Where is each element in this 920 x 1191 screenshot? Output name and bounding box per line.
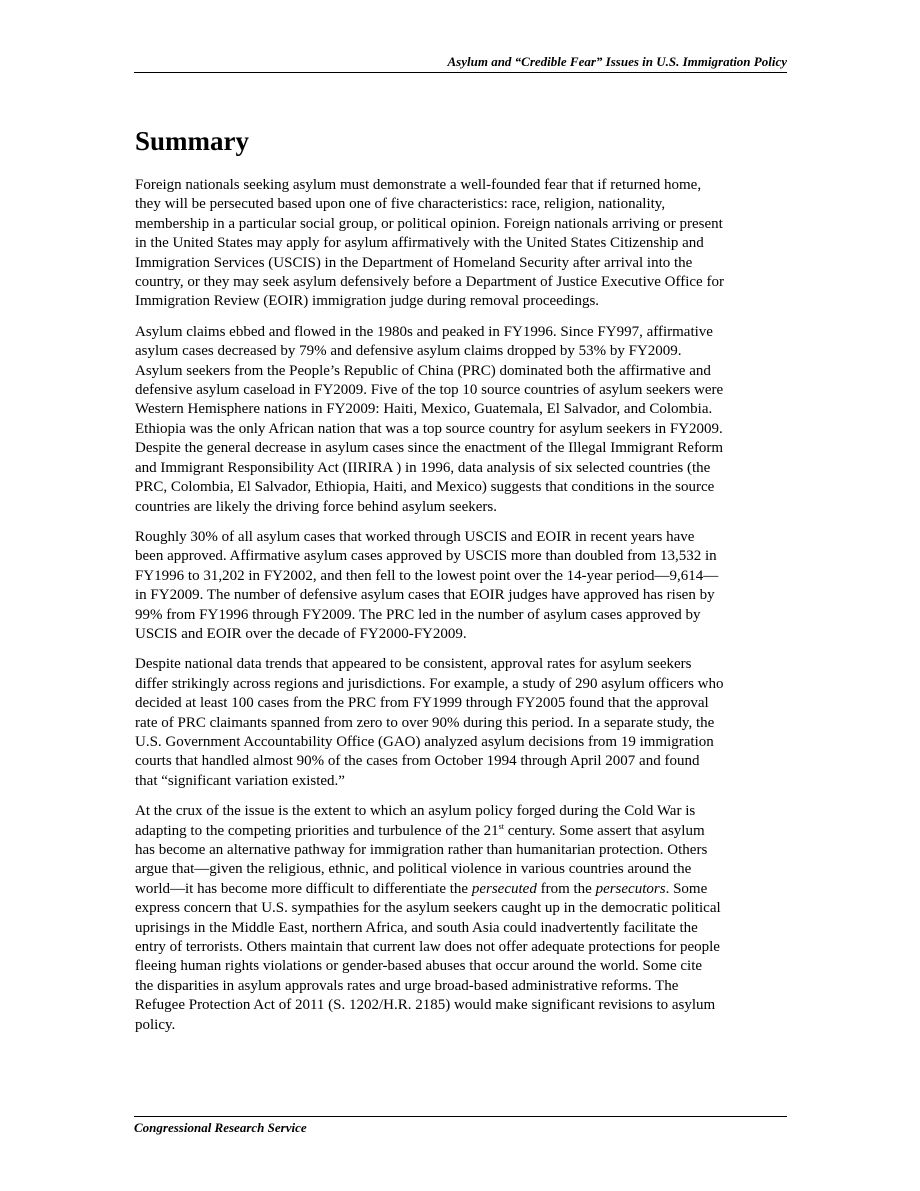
text-run: world—it has become more difficult to differentiate the — [135, 880, 472, 897]
text-line: and Immigrant Responsibility Act (IIRIRA ) in 1996, data analysis of six selected countries (the — [135, 459, 711, 476]
text-run: . Some — [665, 880, 708, 897]
page-title: Summary — [135, 126, 249, 156]
text-line: Asylum claims ebbed and flowed in the 1980s and peaked in FY1996. Since FY997, affirmative — [135, 323, 713, 340]
text-line: asylum cases decreased by 79% and defensive asylum claims dropped by 53% by FY2009. — [135, 343, 682, 360]
paragraph-4 — [135, 655, 787, 791]
text-run: adapting to the competing priorities and turbulence of the 21 — [135, 822, 499, 839]
text-line: FY1996 to 31,202 in FY2002, and then fell to the lowest point over the 14-year period—9,614— — [135, 567, 719, 584]
text-line: Immigration Services (USCIS) in the Department of Homeland Security after arrival into the — [135, 254, 693, 271]
text-line: At the crux of the issue is the extent to which an asylum policy forged during the Cold War is — [135, 803, 696, 820]
text-line: country, or they may seek asylum defensively before a Department of Justice Executive Office for — [135, 274, 724, 291]
text-line: in the United States may apply for asylum affirmatively with the United States Citizenship and — [135, 235, 704, 252]
ordinal-superscript: st — [498, 821, 504, 831]
text-line: U.S. Government Accountability Office (GAO) analyzed asylum decisions from 19 immigration — [135, 733, 714, 750]
text-line: defensive asylum caseload in FY2009. Five of the top 10 source countries of asylum seekers were — [135, 382, 724, 399]
text-line: entry of terrorists. Others maintain that current law does not offer adequate protections for people — [135, 939, 720, 956]
footer-rule — [134, 1116, 787, 1117]
text-line: express concern that U.S. sympathies for the asylum seekers caught up in the democratic political — [135, 900, 721, 917]
summary-body — [135, 176, 787, 1046]
text-line: rate of PRC claimants spanned from zero to over 90% during this period. In a separate study, the — [135, 714, 715, 731]
text-line: differ strikingly across regions and jurisdictions. For example, a study of 290 asylum officers who — [135, 675, 724, 692]
text-line: Foreign nationals seeking asylum must demonstrate a well-founded fear that if returned home, — [135, 177, 702, 193]
text-run: century. Some assert that asylum — [504, 822, 705, 839]
text-line: Asylum seekers from the People’s Republic of China (PRC) dominated both the affirmative and — [135, 362, 711, 379]
text-line: Refugee Protection Act of 2011 (S. 1202/H.R. 2185) would make significant revisions to asylum — [135, 997, 716, 1014]
paragraph-5 — [135, 802, 787, 1035]
text-line: they will be persecuted based upon one of five characteristics: race, religion, nationality, — [135, 196, 666, 213]
text-line: been approved. Affirmative asylum cases approved by USCIS more than doubled from 13,532 in — [135, 548, 717, 565]
text-run: from the — [536, 880, 596, 897]
emphasis-persecutors: persecutors — [595, 880, 666, 897]
text-line: courts that handled almost 90% of the cases from October 1994 through April 2007 and found — [135, 753, 700, 770]
text-line: the disparities in asylum approvals rates and urge broad-based administrative reforms. The — [135, 977, 679, 994]
emphasis-persecuted: persecuted — [471, 880, 537, 897]
text-line — [135, 822, 787, 841]
text-line: Ethiopia was the only African nation that was a top source country for asylum seekers in FY2009. — [135, 420, 723, 437]
paragraph-2 — [135, 323, 787, 517]
paragraph-1 — [135, 176, 787, 312]
text-line: in FY2009. The number of defensive asylum cases that EOIR judges have approved has risen by — [135, 587, 715, 604]
text-line — [135, 880, 787, 899]
text-line: membership in a particular social group, or political opinion. Foreign nationals arriving or present — [135, 215, 723, 232]
text-line: countries are likely the driving force behind asylum seekers. — [135, 498, 497, 515]
running-header: Asylum and “Credible Fear” Issues in U.S. Immigration Policy — [447, 54, 787, 69]
text-line: policy. — [135, 1016, 176, 1033]
text-line: Western Hemisphere nations in FY2009: Haiti, Mexico, Guatemala, El Salvador, and Colombia. — [135, 401, 713, 418]
text-line: uprisings in the Middle East, northern Africa, and south Asia could inadvertently facilitate the — [135, 919, 698, 936]
running-footer: Congressional Research Service — [134, 1120, 307, 1135]
text-line: that “significant variation existed.” — [135, 772, 345, 789]
text-line: Despite national data trends that appeared to be consistent, approval rates for asylum seekers — [135, 656, 692, 673]
header-rule — [134, 72, 787, 73]
text-line: has become an alternative pathway for immigration rather than humanitarian protection. Others — [135, 842, 708, 858]
text-line: PRC, Colombia, El Salvador, Ethiopia, Haiti, and Mexico) suggests that conditions in the source — [135, 479, 715, 496]
text-line: fleeing human rights violations or gender-based abuses that occur around the world. Some cite — [135, 958, 703, 975]
text-line: USCIS and EOIR over the decade of FY2000-FY2009. — [135, 625, 467, 642]
text-line: 99% from FY1996 through FY2009. The PRC led in the number of asylum cases approved by — [135, 606, 701, 623]
text-line: argue that—given the religious, ethnic, and political violence in various countries around the — [135, 861, 692, 878]
paragraph-3 — [135, 528, 787, 644]
text-line: Roughly 30% of all asylum cases that worked through USCIS and EOIR in recent years have — [135, 528, 695, 545]
text-line: decided at least 100 cases from the PRC from FY1999 through FY2005 found that the approval — [135, 695, 709, 712]
text-line: Immigration Review (EOIR) immigration judge during removal proceedings. — [135, 293, 600, 310]
text-line: Despite the general decrease in asylum cases since the enactment of the Illegal Immigrant Reform — [135, 440, 724, 457]
